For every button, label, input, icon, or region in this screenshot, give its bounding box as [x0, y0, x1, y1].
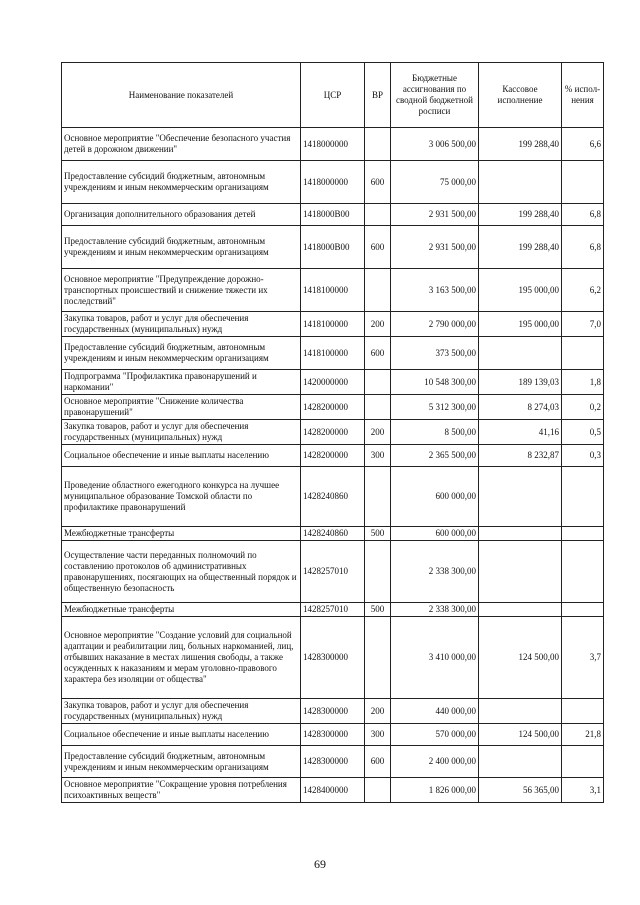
cell-cash	[479, 527, 562, 541]
cell-csr: 1418000В00	[301, 226, 365, 269]
table-row	[62, 269, 604, 312]
cell-percent: 6,2	[562, 269, 604, 312]
cell-percent	[562, 337, 604, 370]
cell-name: Предоставление субсидий бюджетным, автономным учреждениям и иным некоммерческим организациям	[62, 161, 301, 204]
table-row	[62, 395, 604, 420]
cell-vr: 600	[365, 226, 391, 269]
header-csr: ЦСР	[301, 63, 365, 128]
cell-cash: 124 500,00	[479, 617, 562, 699]
cell-percent: 21,8	[562, 724, 604, 746]
table-row	[62, 541, 604, 603]
cell-budget: 2 931 500,00	[391, 226, 479, 269]
cell-cash: 8 232,87	[479, 445, 562, 467]
cell-vr: 500	[365, 527, 391, 541]
cell-cash: 199 288,40	[479, 204, 562, 226]
cell-budget: 75 000,00	[391, 161, 479, 204]
cell-name: Осуществление части переданных полномочий по составлению протоколов об административных правонарушениях, посягающих на общественный порядок и общественную безопасность	[62, 541, 301, 603]
cell-csr: 1418100000	[301, 269, 365, 312]
cell-vr: 300	[365, 724, 391, 746]
cell-name: Закупка товаров, работ и услуг для обеспечения государственных (муниципальных) нужд	[62, 699, 301, 724]
cell-vr	[365, 778, 391, 803]
table-row	[62, 226, 604, 269]
cell-vr: 600	[365, 746, 391, 778]
table-row	[62, 527, 604, 541]
cell-budget: 600 000,00	[391, 467, 479, 527]
cell-name: Межбюджетные трансферты	[62, 603, 301, 617]
cell-name: Межбюджетные трансферты	[62, 527, 301, 541]
cell-csr: 1418000000	[301, 161, 365, 204]
cell-name: Основное мероприятие "Снижение количества правонарушений"	[62, 395, 301, 420]
cell-name: Социальное обеспечение и иные выплаты населению	[62, 445, 301, 467]
cell-name: Основное мероприятие "Обеспечение безопасного участия детей в дорожном движении"	[62, 128, 301, 161]
cell-name: Основное мероприятие "Создание условий для социальной адаптации и реабилитации лиц, больных наркоманией, лиц, отбывших наказание в местах лишения свободы, а также осужденных к наказаниям и мерам уголовно-правового характера без изоляции от общества"	[62, 617, 301, 699]
table-row	[62, 746, 604, 778]
cell-vr	[365, 269, 391, 312]
cell-budget: 3 410 000,00	[391, 617, 479, 699]
cell-cash	[479, 337, 562, 370]
cell-csr: 1418000В00	[301, 204, 365, 226]
cell-percent: 7,0	[562, 312, 604, 337]
cell-vr: 600	[365, 161, 391, 204]
cell-csr: 1418100000	[301, 312, 365, 337]
cell-vr	[365, 128, 391, 161]
cell-percent: 6,6	[562, 128, 604, 161]
cell-cash: 8 274,03	[479, 395, 562, 420]
cell-budget: 2 365 500,00	[391, 445, 479, 467]
cell-percent: 0,5	[562, 420, 604, 445]
cell-percent	[562, 527, 604, 541]
cell-cash	[479, 161, 562, 204]
cell-name: Организация дополнительного образования детей	[62, 204, 301, 226]
cell-csr: 1428200000	[301, 445, 365, 467]
table-body	[62, 128, 604, 803]
cell-budget: 2 931 500,00	[391, 204, 479, 226]
cell-cash	[479, 699, 562, 724]
header-vr: ВР	[365, 63, 391, 128]
cell-vr: 200	[365, 699, 391, 724]
table-row	[62, 204, 604, 226]
cell-name: Предоставление субсидий бюджетным, автономным учреждениям и иным некоммерческим организациям	[62, 226, 301, 269]
cell-budget: 2 338 300,00	[391, 603, 479, 617]
cell-csr: 1428200000	[301, 420, 365, 445]
cell-csr: 1428200000	[301, 395, 365, 420]
cell-cash	[479, 746, 562, 778]
table-row	[62, 724, 604, 746]
cell-name: Социальное обеспечение и иные выплаты населению	[62, 724, 301, 746]
cell-csr: 1428240860	[301, 467, 365, 527]
cell-cash	[479, 541, 562, 603]
budget-execution-table	[61, 62, 604, 803]
cell-percent: 3,7	[562, 617, 604, 699]
cell-cash: 56 365,00	[479, 778, 562, 803]
cell-cash: 195 000,00	[479, 312, 562, 337]
cell-csr: 1428257010	[301, 541, 365, 603]
header-budget: Бюджетные ассигнования по сводной бюджетной росписи	[391, 63, 479, 128]
cell-name: Подпрограмма "Профилактика правонарушений и наркомании"	[62, 370, 301, 395]
cell-budget: 570 000,00	[391, 724, 479, 746]
page-number: 69	[314, 857, 326, 871]
cell-budget: 10 548 300,00	[391, 370, 479, 395]
cell-csr: 1420000000	[301, 370, 365, 395]
cell-cash: 199 288,40	[479, 128, 562, 161]
cell-cash: 199 288,40	[479, 226, 562, 269]
table-row	[62, 778, 604, 803]
cell-vr	[365, 541, 391, 603]
table-row	[62, 128, 604, 161]
cell-name: Проведение областного ежегодного конкурса на лучшее муниципальное образование Томской области по профилактике правонарушений	[62, 467, 301, 527]
cell-percent	[562, 603, 604, 617]
cell-csr: 1428400000	[301, 778, 365, 803]
cell-csr: 1428300000	[301, 746, 365, 778]
cell-csr: 1428300000	[301, 699, 365, 724]
cell-cash: 189 139,03	[479, 370, 562, 395]
cell-name: Закупка товаров, работ и услуг для обеспечения государственных (муниципальных) нужд	[62, 312, 301, 337]
cell-vr: 300	[365, 445, 391, 467]
cell-csr: 1418000000	[301, 128, 365, 161]
table-row	[62, 617, 604, 699]
cell-vr	[365, 370, 391, 395]
cell-name: Предоставление субсидий бюджетным, автономным учреждениям и иным некоммерческим организациям	[62, 746, 301, 778]
cell-csr: 1428240860	[301, 527, 365, 541]
table-row	[62, 699, 604, 724]
cell-budget: 8 500,00	[391, 420, 479, 445]
cell-budget: 3 006 500,00	[391, 128, 479, 161]
cell-name: Закупка товаров, работ и услуг для обеспечения государственных (муниципальных) нужд	[62, 420, 301, 445]
cell-csr: 1428300000	[301, 617, 365, 699]
cell-cash: 124 500,00	[479, 724, 562, 746]
cell-percent	[562, 699, 604, 724]
cell-vr	[365, 467, 391, 527]
cell-budget: 600 000,00	[391, 527, 479, 541]
cell-vr: 200	[365, 420, 391, 445]
header-cash: Кассовое исполнение	[479, 63, 562, 128]
cell-percent: 6,8	[562, 204, 604, 226]
cell-budget: 3 163 500,00	[391, 269, 479, 312]
table-row	[62, 603, 604, 617]
cell-percent: 3,1	[562, 778, 604, 803]
cell-budget: 5 312 300,00	[391, 395, 479, 420]
table-row	[62, 312, 604, 337]
cell-budget: 1 826 000,00	[391, 778, 479, 803]
table-row	[62, 337, 604, 370]
table-header-row	[62, 63, 604, 128]
cell-budget: 2 790 000,00	[391, 312, 479, 337]
table-row	[62, 420, 604, 445]
table-row	[62, 370, 604, 395]
cell-vr: 500	[365, 603, 391, 617]
cell-percent	[562, 467, 604, 527]
cell-percent: 1,8	[562, 370, 604, 395]
cell-percent: 0,2	[562, 395, 604, 420]
cell-name: Предоставление субсидий бюджетным, автономным учреждениям и иным некоммерческим организациям	[62, 337, 301, 370]
cell-vr	[365, 204, 391, 226]
table-row	[62, 161, 604, 204]
table-row	[62, 445, 604, 467]
cell-budget: 2 400 000,00	[391, 746, 479, 778]
cell-budget: 373 500,00	[391, 337, 479, 370]
cell-vr: 200	[365, 312, 391, 337]
cell-percent	[562, 746, 604, 778]
cell-percent	[562, 541, 604, 603]
cell-cash	[479, 467, 562, 527]
table-row	[62, 467, 604, 527]
cell-percent: 0,3	[562, 445, 604, 467]
cell-vr: 600	[365, 337, 391, 370]
cell-vr	[365, 395, 391, 420]
header-name: Наименование показателей	[62, 63, 301, 128]
cell-cash: 41,16	[479, 420, 562, 445]
cell-percent	[562, 161, 604, 204]
cell-name: Основное мероприятие "Сокращение уровня потребления психоактивных веществ"	[62, 778, 301, 803]
cell-vr	[365, 617, 391, 699]
header-percent: % испол-нения	[562, 63, 604, 128]
cell-csr: 1428257010	[301, 603, 365, 617]
cell-cash	[479, 603, 562, 617]
cell-percent: 6,8	[562, 226, 604, 269]
cell-csr: 1428300000	[301, 724, 365, 746]
cell-name: Основное мероприятие "Предупреждение дорожно-транспортных происшествий и снижение тяжести их последствий"	[62, 269, 301, 312]
cell-budget: 2 338 300,00	[391, 541, 479, 603]
cell-budget: 440 000,00	[391, 699, 479, 724]
cell-csr: 1418100000	[301, 337, 365, 370]
cell-cash: 195 000,00	[479, 269, 562, 312]
